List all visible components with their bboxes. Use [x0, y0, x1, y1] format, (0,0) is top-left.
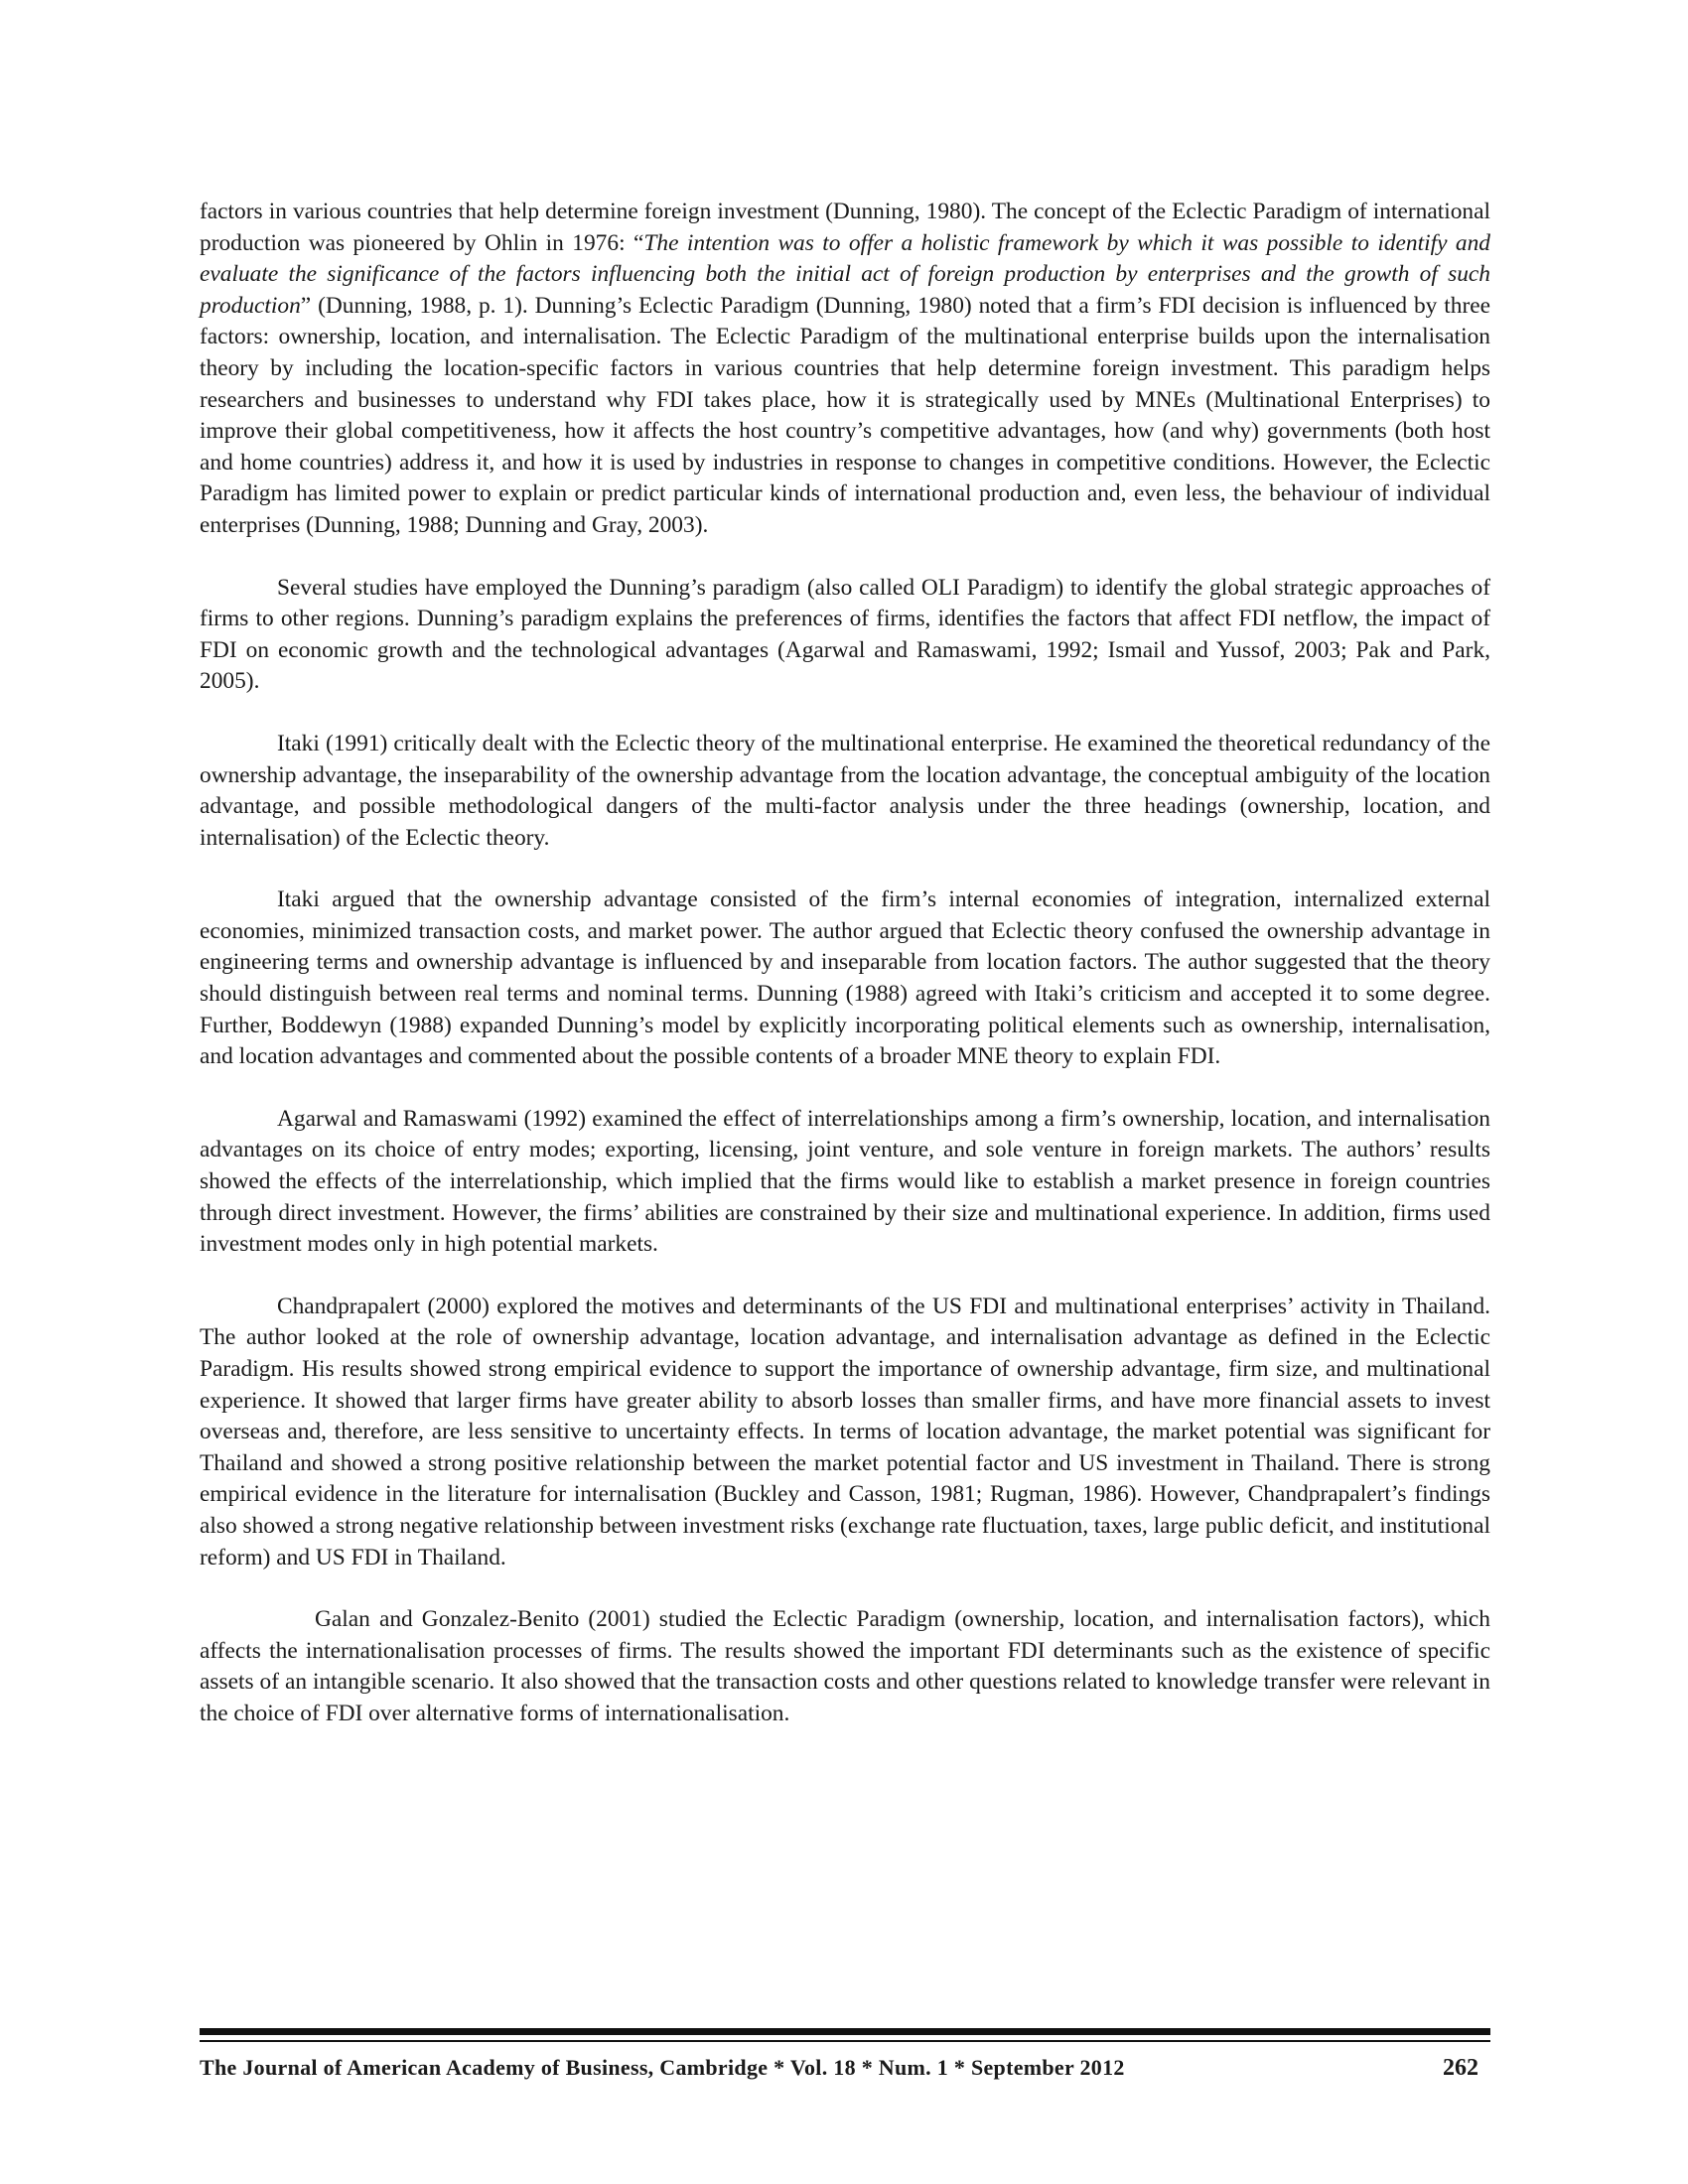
- page-footer: [200, 2055, 1490, 2089]
- paragraph-1-lead: factors in various countries that help determine foreign investment (Dunning, 1980). The concept of the Eclectic Paradigm of international production was pioneered by Ohlin in 1976: “: [200, 199, 1490, 256]
- paragraph-7: Galan and Gonzalez-Benito (2001) studied the Eclectic Paradigm (ownership, location, and internalisation factors), which affects the internationalisation processes of firms. The results showed the important FDI determinants such as the existence of specific assets of an intangible scenario. It also showed that the transaction costs and other questions related to knowledge transfer were relevant in the choice of FDI over alternative forms of internationalisation.: [200, 1606, 1490, 1726]
- paragraph-5: Agarwal and Ramaswami (1992) examined the effect of interrelationships among a firm’s ownership, location, and internalisation advantages on its choice of entry modes; exporting, licensing, joint venture, and sole venture in foreign markets. The authors’ results showed the effects of the interrelationship, which implied that the firms would like to establish a market presence in foreign countries through direct investment. However, the firms’ abilities are constrained by their size and multinational experience. In addition, firms used investment modes only in high potential markets.: [200, 1105, 1490, 1258]
- page-number: 262: [1443, 2055, 1478, 2081]
- article-body: [200, 197, 1490, 1761]
- paragraph-1-tail: ” (Dunning, 1988, p. 1). Dunning’s Eclectic Paradigm (Dunning, 1980) noted that a firm’s FDI decision is influenced by three factors: ownership, location, and internalisation. The Eclectic Paradigm of the multinational enterprise builds upon the internalisation theory by including the location-specific factors in various countries that help determine foreign investment. This paradigm helps researchers and businesses to understand why FDI takes place, how it is strategically used by MNEs (Multinational Enterprises) to improve their global competitiveness, how it affects the host country’s competitive advantages, how (and why) governments (both host and home countries) address it, and how it is used by industries in response to changes in competitive conditions. However, the Eclectic Paradigm has limited power to explain or predict particular kinds of international production and, even less, the behaviour of individual enterprises (Dunning, 1988; Dunning and Gray, 2003).: [200, 292, 1490, 538]
- footer-rule-thick: [200, 2028, 1490, 2035]
- journal-citation: The Journal of American Academy of Business, Cambridge * Vol. 18 * Num. 1 * September 2012: [200, 2055, 1125, 2080]
- ohlin-quote: The intention was to offer a holistic framework by which it was possible to identify and evaluate the significance of the factors influencing both the initial act of foreign production by enterprises and the growth of such production: [200, 229, 1490, 319]
- paragraph-6: Chandprapalert (2000) explored the motives and determinants of the US FDI and multinational enterprises’ activity in Thailand. The author looked at the role of ownership advantage, location advantage, and internalisation advantage as defined in the Eclectic Paradigm. His results showed strong empirical evidence to support the importance of ownership advantage, firm size, and multinational experience. It showed that larger firms have greater ability to absorb losses than smaller firms, and have more financial assets to invest overseas and, therefore, are less sensitive to uncertainty effects. In terms of location advantage, the market potential was significant for Thailand and showed a strong positive relationship between the market potential factor and US investment in Thailand. There is strong empirical evidence in the literature for internalisation (Buckley and Casson, 1981; Rugman, 1986). However, Chandprapalert’s findings also showed a strong negative relationship between investment risks (exchange rate fluctuation, taxes, large public deficit, and institutional reform) and US FDI in Thailand.: [200, 1293, 1490, 1570]
- paragraph-3: Itaki (1991) critically dealt with the Eclectic theory of the multinational enterprise. He examined the theoretical redundancy of the ownership advantage, the inseparability of the ownership advantage from the location advantage, the conceptual ambiguity of the location advantage, and possible methodological dangers of the multi-factor analysis under the three headings (ownership, location, and internalisation) of the Eclectic theory.: [200, 730, 1490, 851]
- paragraph-1: [200, 197, 1490, 542]
- footer-rule-thin: [200, 2040, 1490, 2042]
- paragraph-2: Several studies have employed the Dunning’s paradigm (also called OLI Paradigm) to identify the global strategic approaches of firms to other regions. Dunning’s paradigm explains the preferences of firms, identifies the factors that affect FDI netflow, the impact of FDI on economic growth and the technological advantages (Agarwal and Ramaswami, 1992; Ismail and Yussof, 2003; Pak and Park, 2005).: [200, 574, 1490, 695]
- paragraph-4: Itaki argued that the ownership advantage consisted of the firm’s internal economies of integration, internalized external economies, minimized transaction costs, and market power. The author argued that Eclectic theory confused the ownership advantage in engineering terms and ownership advantage is influenced by and inseparable from location factors. The author suggested that the theory should distinguish between real terms and nominal terms. Dunning (1988) agreed with Itaki’s criticism and accepted it to some degree. Further, Boddewyn (1988) expanded Dunning’s model by explicitly incorporating political elements such as ownership, internalisation, and location advantages and commented about the possible contents of a broader MNE theory to explain FDI.: [200, 887, 1490, 1070]
